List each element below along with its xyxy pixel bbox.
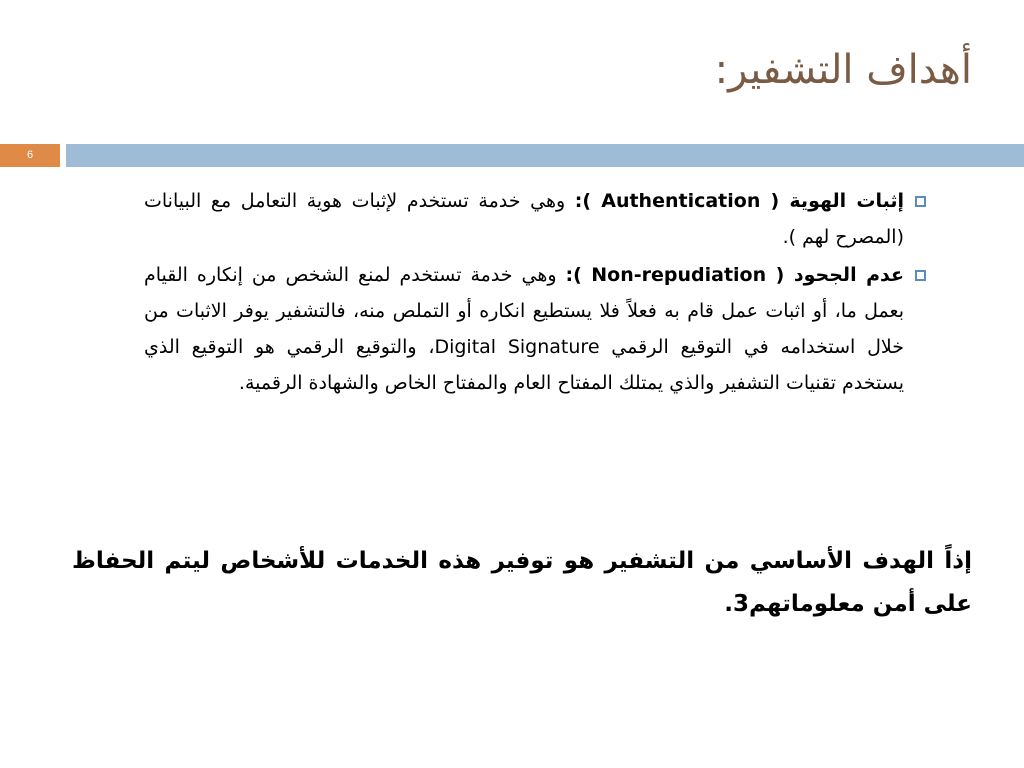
bullet-list	[144, 183, 904, 403]
bullet-authentication	[144, 183, 904, 255]
bullet-term: عدم الجحود ( Non-repudiation ):	[565, 264, 904, 286]
bullet-non-repudiation	[144, 257, 904, 401]
accent-bar	[66, 144, 1024, 167]
square-bullet-icon	[915, 270, 926, 281]
slide-number: 6	[0, 144, 60, 167]
slide-title: أهداف التشفير:	[714, 47, 972, 93]
bullet-term: إثبات الهوية ( Authentication ):	[574, 190, 904, 212]
bullet-text: وهي خدمة تستخدم لمنع الشخص من إنكاره القيام بعمل ما، أو اثبات عمل قام به فعلاً فلا يستطيع انكاره أو التملص منه، فالتشفير يوفر الاثبات من خلال استخدامه في التوقيع الرقمي Digital Signature، والتوقيع الرقمي هو التوقيع الذي يستخدم تقنيات التشفير والذي يمتلك المفتاح العام والمفتاح الخاص والشهادة الرقمية.	[144, 264, 904, 394]
summary-paragraph: إذاً الهدف الأساسي من التشفير هو توفير هذه الخدمات للأشخاص ليتم الحفاظ على أمن معلوماتهم3.	[72, 548, 972, 617]
square-bullet-icon	[915, 196, 926, 207]
bullet-text: وهي خدمة تستخدم لإثبات هوية التعامل مع البيانات (المصرح لهم ).	[144, 190, 904, 248]
